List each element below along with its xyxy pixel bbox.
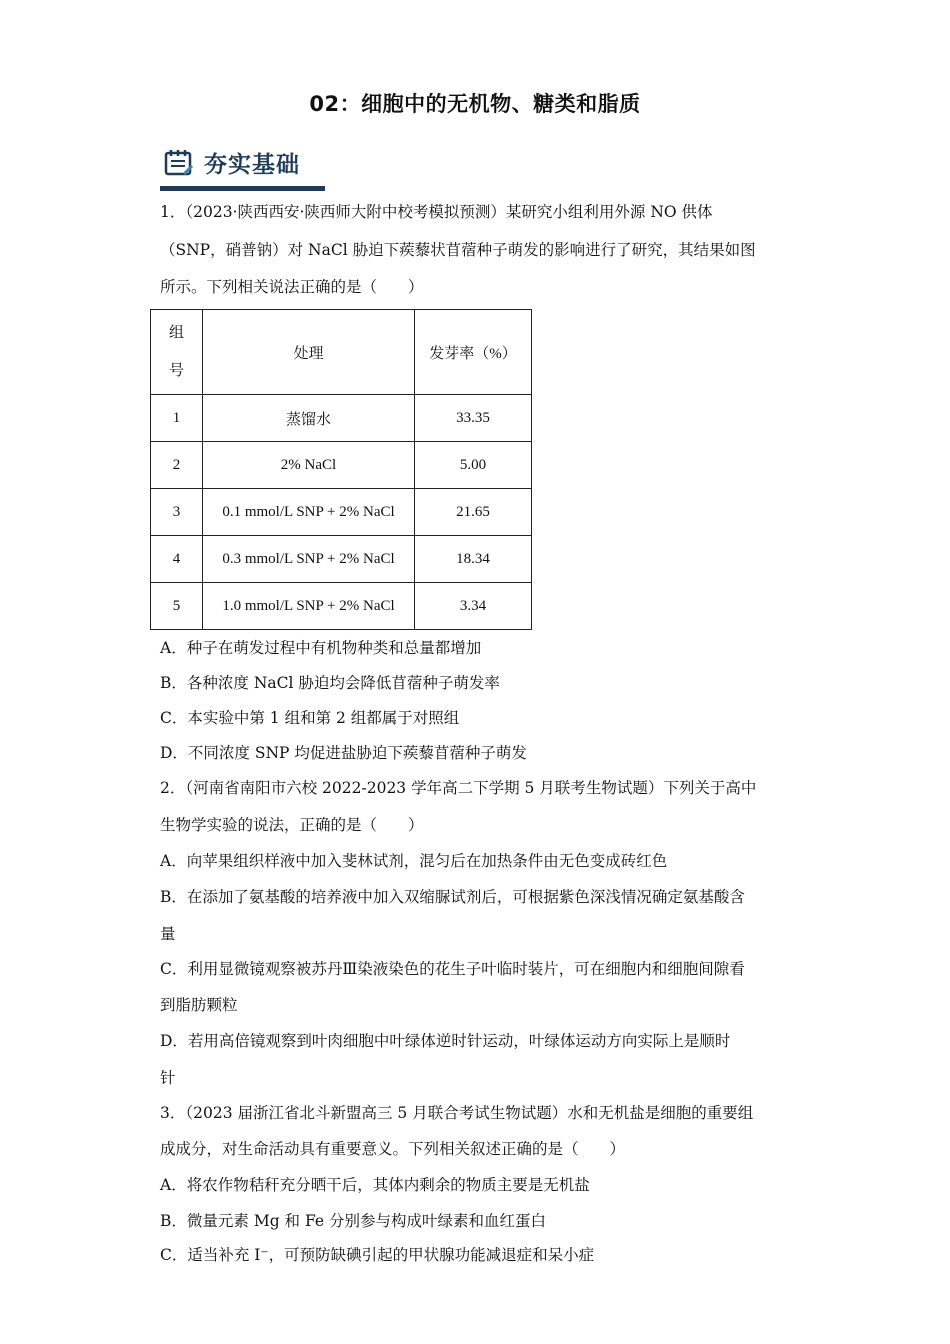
cell-treatment: 0.1 mmol/L SNP + 2% NaCl [203, 489, 415, 536]
notepad-icon [164, 148, 194, 176]
q2-option-a: A．向苹果组织样液中加入斐林试剂，混匀后在加热条件由无色变成砖红色 [160, 852, 668, 870]
q2-line: 到脂肪颗粒 [160, 996, 238, 1014]
cell-group: 2 [151, 442, 203, 489]
section-banner [160, 144, 325, 194]
q2-option-b: B．在添加了氨基酸的培养液中加入双缩脲试剂后，可根据紫色深浅情况确定氨基酸含 [160, 888, 745, 906]
q2-line: 针 [160, 1069, 176, 1087]
cell-rate: 33.35 [415, 395, 532, 442]
q2-line: 生物学实验的说法，正确的是（ ） [160, 816, 424, 834]
cell-rate: 5.00 [415, 442, 532, 489]
table-row [151, 489, 532, 536]
q1-line: 1．（2023·陕西西安·陕西师大附中校考模拟预测）某研究小组利用外源 NO 供体 [160, 203, 713, 221]
page-title: 02：细胞中的无机物、糖类和脂质 [309, 92, 641, 116]
q1-option-c: C．本实验中第 1 组和第 2 组都属于对照组 [160, 709, 460, 727]
header-rate: 发芽率（%） [415, 310, 532, 395]
q1-option-a: A．种子在萌发过程中有机物种类和总量都增加 [160, 639, 482, 657]
q1-line: 所示。下列相关说法正确的是（ ） [160, 278, 424, 296]
cell-treatment: 1.0 mmol/L SNP + 2% NaCl [203, 583, 415, 630]
section-underline [160, 186, 325, 191]
cell-group: 3 [151, 489, 203, 536]
q2-option-d: D．若用高倍镜观察到叶肉细胞中叶绿体逆时针运动，叶绿体运动方向实际上是顺时 [160, 1032, 731, 1050]
results-table [150, 309, 532, 630]
q3-line: 3．（2023 届浙江省北斗新盟高三 5 月联合考试生物试题）水和无机盐是细胞的重要组 [160, 1104, 754, 1122]
q1-line: （SNP，硝普钠）对 NaCl 胁迫下蒺藜状苜蓿种子萌发的影响进行了研究，其结果如图 [160, 241, 756, 259]
cell-rate: 18.34 [415, 536, 532, 583]
section-label: 夯实基础 [204, 152, 300, 178]
q2-line: 2．（河南省南阳市六校 2022-2023 学年高二下学期 5 月联考生物试题）下列关于高中 [160, 779, 757, 797]
table-row [151, 442, 532, 489]
table-row [151, 536, 532, 583]
table-row [151, 395, 532, 442]
cell-rate: 3.34 [415, 583, 532, 630]
q1-option-d: D．不同浓度 SNP 均促进盐胁迫下蒺藜苜蓿种子萌发 [160, 744, 527, 762]
table-row [151, 583, 532, 630]
q3-option-a: A．将农作物秸秆充分晒干后，其体内剩余的物质主要是无机盐 [160, 1176, 590, 1194]
q2-option-c: C．利用显微镜观察被苏丹Ⅲ染液染色的花生子叶临时装片，可在细胞内和细胞间隙看 [160, 960, 745, 978]
table-header-row [151, 310, 532, 395]
cell-rate: 21.65 [415, 489, 532, 536]
cell-group: 1 [151, 395, 203, 442]
cell-treatment: 2% NaCl [203, 442, 415, 489]
cell-group: 4 [151, 536, 203, 583]
cell-treatment: 0.3 mmol/L SNP + 2% NaCl [203, 536, 415, 583]
header-treatment: 处理 [203, 310, 415, 395]
q1-option-b: B．各种浓度 NaCl 胁迫均会降低苜蓿种子萌发率 [160, 674, 500, 692]
header-group: 组 号 [151, 310, 203, 395]
cell-group: 5 [151, 583, 203, 630]
cell-treatment: 蒸馏水 [203, 395, 415, 442]
q3-option-c: C．适当补充 I⁻，可预防缺碘引起的甲状腺功能减退症和呆小症 [160, 1246, 595, 1264]
q3-line: 成成分，对生命活动具有重要意义。下列相关叙述正确的是（ ） [160, 1140, 626, 1158]
q3-option-b: B．微量元素 Mg 和 Fe 分别参与构成叶绿素和血红蛋白 [160, 1212, 546, 1230]
q2-line: 量 [160, 925, 176, 943]
